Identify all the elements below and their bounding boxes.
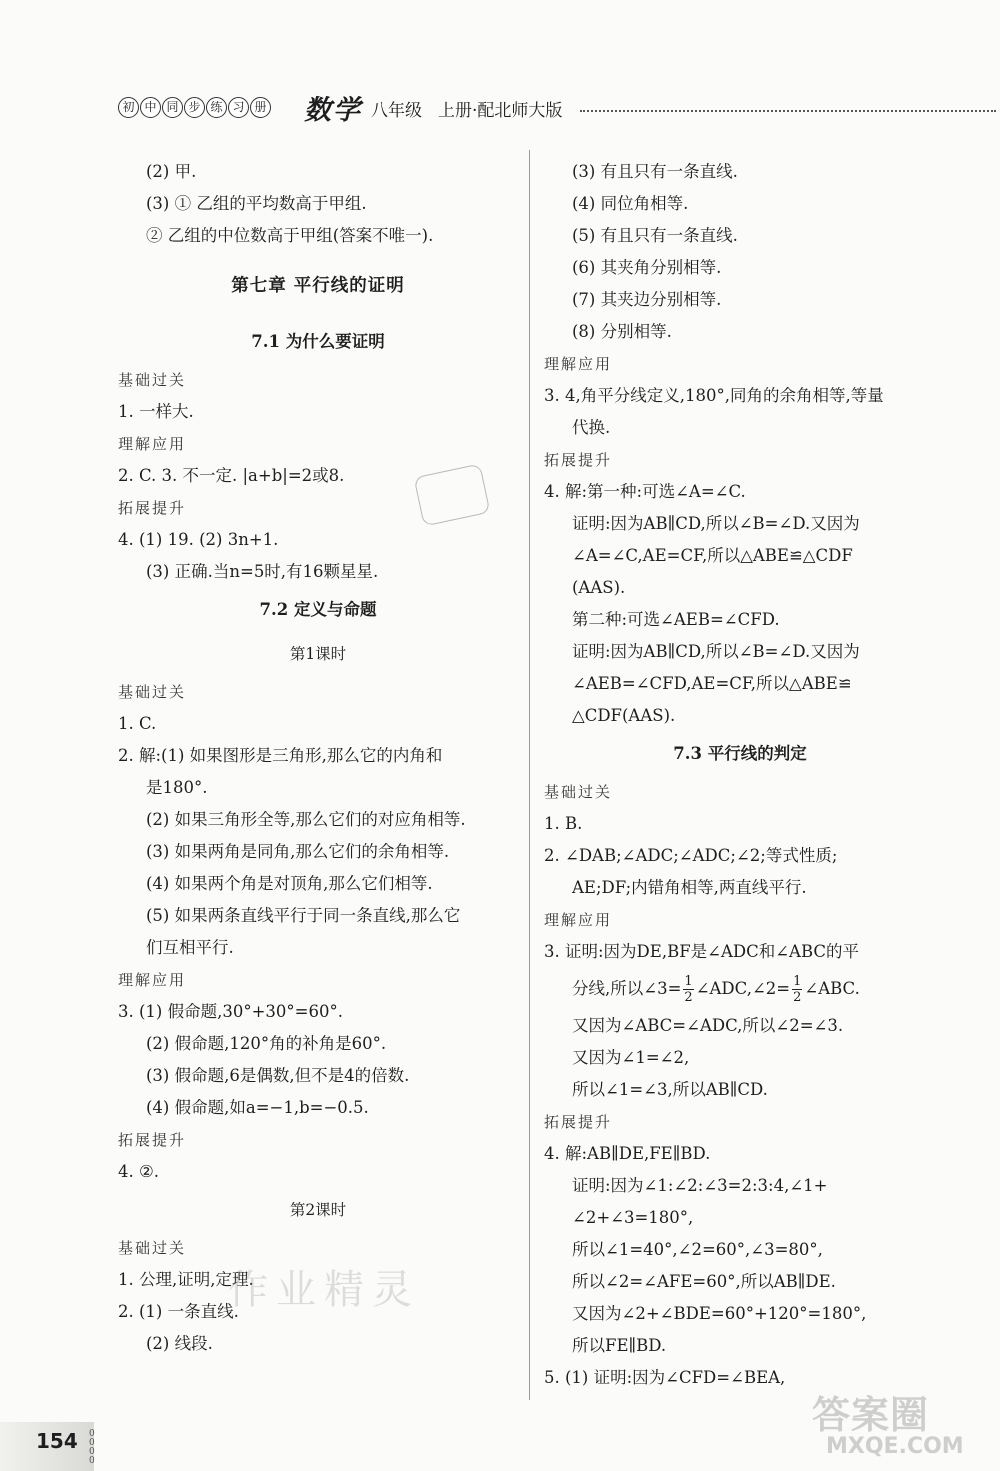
answer-line: 2. 解:(1) 如果图形是三角形,那么它的内角和: [118, 746, 443, 765]
answer-line: 2. (1) 一条直线.: [118, 1302, 239, 1321]
right-column: [544, 156, 936, 1401]
answer-line: (AAS).: [572, 578, 626, 597]
answer-line: 3. (1) 假命题,30°+30°=60°.: [118, 1002, 343, 1021]
page-number-tab: [0, 1422, 94, 1471]
answer-line: 2. ∠DAB;∠ADC;∠ADC;∠2;等式性质;: [544, 846, 838, 865]
answer-line: (7) 其夹边分别相等.: [572, 290, 722, 309]
section-heading: 拓展提升: [118, 499, 187, 517]
answer-line: (3) 有且只有一条直线.: [572, 162, 738, 181]
answer-line: (2) 甲.: [146, 162, 197, 181]
answer-line: ∠2+∠3=180°,: [572, 1208, 694, 1227]
column-divider: [529, 150, 530, 1400]
section-heading: 基础过关: [118, 683, 187, 701]
watermark-center: 作业精灵: [228, 1267, 420, 1313]
fraction-text: ∠ADC,∠2=: [695, 979, 791, 998]
answer-line: (2) 线段.: [146, 1334, 213, 1353]
answer-line: 3. 4,角平分线定义,180°,同角的余角相等,等量: [544, 386, 884, 405]
section-heading: 基础过关: [118, 371, 187, 389]
answer-line: 证明:因为∠1:∠2:∠3=2:3:4,∠1+: [572, 1176, 828, 1195]
fraction-one-half: [792, 974, 802, 1005]
answer-line: (4) 同位角相等.: [572, 194, 689, 213]
answer-line: (2) 假命题,120°角的补角是60°.: [146, 1034, 387, 1053]
answer-line: 1. 一样大.: [118, 402, 194, 421]
answer-line: 又因为∠1=∠2,: [572, 1048, 690, 1067]
section-heading: 理解应用: [118, 971, 187, 989]
section-heading: 理解应用: [118, 435, 187, 453]
section-heading: 拓展提升: [118, 1131, 187, 1149]
answer-line: (8) 分别相等.: [572, 322, 672, 341]
lesson-title: 7.3 平行线的判定: [673, 744, 807, 763]
answer-line: (6) 其夹角分别相等.: [572, 258, 722, 277]
watermark-url: MXQE.COM: [826, 1434, 964, 1459]
grade-label: 八年级: [371, 101, 422, 121]
series-char: 同: [162, 97, 183, 118]
section-heading: 理解应用: [544, 355, 613, 373]
chapter-title: 第七章 平行线的证明: [231, 276, 405, 296]
section-heading: 理解应用: [544, 911, 613, 929]
lesson-title: 7.1 为什么要证明: [251, 332, 385, 351]
page-header: [118, 92, 1000, 126]
answer-line: (4) 假命题,如a=−1,b=−0.5.: [146, 1098, 369, 1117]
answer-line: (4) 如果两个角是对顶角,那么它们相等.: [146, 874, 433, 893]
answer-line: 所以∠1=40°,∠2=60°,∠3=80°,: [572, 1240, 823, 1259]
header-dotted-rule: [580, 110, 996, 112]
answer-line: 证明:因为AB∥CD,所以∠B=∠D.又因为: [572, 514, 860, 533]
fraction-one-half: [683, 974, 693, 1005]
answer-line: ② 乙组的中位数高于甲组(答案不唯一).: [146, 226, 434, 245]
answer-line: (5) 有且只有一条直线.: [572, 226, 738, 245]
fraction-text: 分线,所以∠3=: [572, 979, 682, 998]
answer-line: 4. (1) 19. (2) 3n+1.: [118, 530, 279, 549]
series-char: 册: [250, 97, 271, 118]
answer-line: 们互相平行.: [146, 938, 234, 957]
fraction-denominator: 2: [793, 990, 802, 1005]
section-heading: 基础过关: [544, 783, 613, 801]
answer-line: (3) ① 乙组的平均数高于甲组.: [146, 194, 367, 213]
answer-line: 又因为∠2+∠BDE=60°+120°=180°,: [572, 1304, 867, 1323]
answer-line: (3) 正确.当n=5时,有16颗星星.: [146, 562, 379, 581]
lesson-title: 7.2 定义与命题: [259, 600, 377, 619]
answer-line: (2) 如果三角形全等,那么它们的对应角相等.: [146, 810, 466, 829]
answer-line: 所以∠2=∠AFE=60°,所以AB∥DE.: [572, 1272, 836, 1291]
answer-line: 证明:因为AB∥CD,所以∠B=∠D.又因为: [572, 642, 860, 661]
answer-line: 所以∠1=∠3,所以AB∥CD.: [572, 1080, 768, 1099]
answer-line: (3) 如果两角是同角,那么它们的余角相等.: [146, 842, 450, 861]
series-char: 中: [140, 97, 161, 118]
answer-line: ∠A=∠C,AE=CF,所以△ABE≌△CDF: [572, 546, 853, 565]
page-number: 154: [36, 1429, 78, 1453]
answer-line: ∠AEB=∠CFD,AE=CF,所以△ABE≌: [572, 674, 852, 693]
subject-title: 数学: [304, 95, 362, 126]
series-char: 初: [118, 97, 139, 118]
answer-line: 3. 证明:因为DE,BF是∠ADC和∠ABC的平: [544, 942, 860, 961]
section-heading: 基础过关: [118, 1239, 187, 1257]
edition-label: 上册·配北师大版: [438, 101, 563, 121]
answer-line: 1. B.: [544, 814, 583, 833]
series-char: 步: [184, 97, 205, 118]
lesson-period: 第1课时: [289, 645, 347, 663]
book-series-title: [118, 97, 272, 118]
fraction-text: ∠ABC.: [804, 979, 860, 998]
watermark-corner: 答案圈: [812, 1393, 930, 1437]
answer-line: △CDF(AAS).: [572, 706, 676, 725]
page-edge-mark: 0000: [89, 1429, 95, 1466]
answer-line: AE;DF;内错角相等,两直线平行.: [572, 878, 807, 897]
fraction-numerator: 1: [684, 974, 693, 989]
answer-line: 4. 解:第一种:可选∠A=∠C.: [544, 482, 746, 501]
answer-line: 4. 解:AB∥DE,FE∥BD.: [544, 1144, 711, 1163]
answer-line: 代换.: [572, 418, 611, 437]
answer-line: (5) 如果两条直线平行于同一条直线,那么它: [146, 906, 461, 925]
answer-line: 2. C. 3. 不一定. |a+b|=2或8.: [118, 466, 345, 485]
answer-line: 又因为∠ABC=∠ADC,所以∠2=∠3.: [572, 1016, 844, 1035]
answer-line: 4. ②.: [118, 1162, 160, 1181]
section-heading: 拓展提升: [544, 451, 613, 469]
lesson-period: 第2课时: [289, 1201, 347, 1219]
answer-line: 5. (1) 证明:因为∠CFD=∠BEA,: [544, 1368, 786, 1387]
fraction-numerator: 1: [793, 974, 802, 989]
answer-line: 第二种:可选∠AEB=∠CFD.: [572, 610, 780, 629]
fraction-denominator: 2: [684, 990, 693, 1005]
section-heading: 拓展提升: [544, 1113, 613, 1131]
answer-line: (3) 假命题,6是偶数,但不是4的倍数.: [146, 1066, 410, 1085]
series-char: 习: [228, 97, 249, 118]
answer-line: 1. 公理,证明,定理.: [118, 1270, 254, 1289]
answer-line: 1. C.: [118, 714, 157, 733]
series-char: 练: [206, 97, 227, 118]
left-column: [118, 156, 518, 1401]
answer-line: 所以FE∥BD.: [572, 1336, 667, 1355]
answer-line-fraction: [544, 968, 936, 1010]
answer-line: 是180°.: [146, 778, 208, 797]
